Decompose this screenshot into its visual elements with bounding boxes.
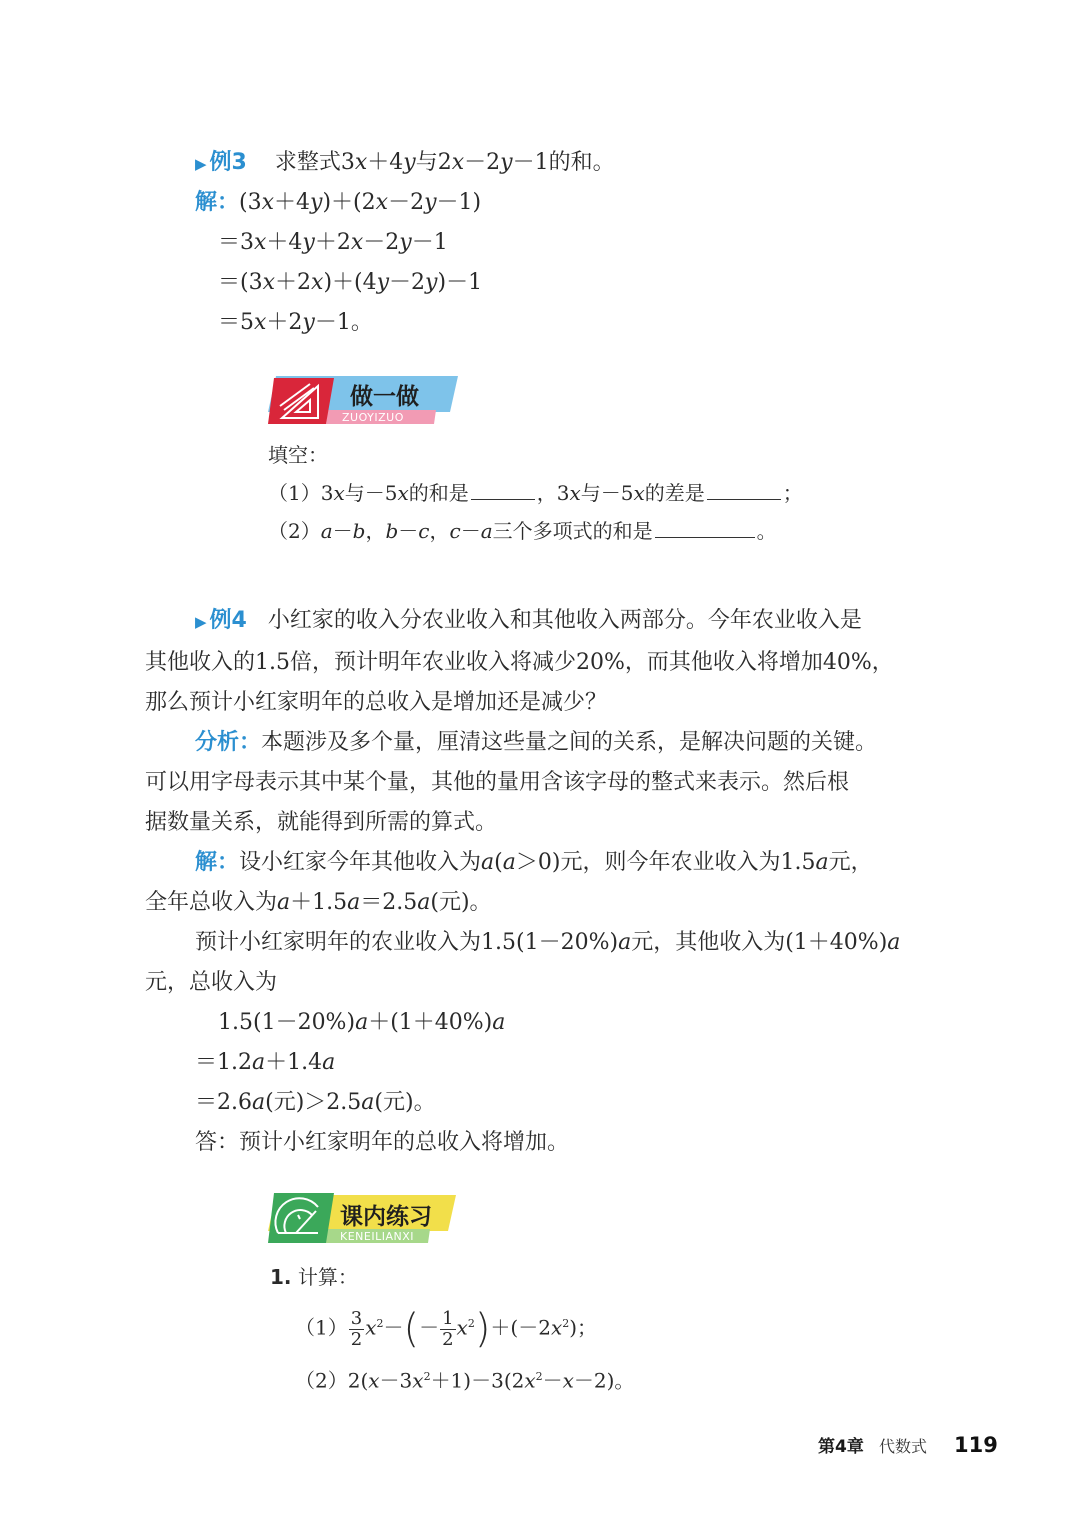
page-number: 119	[954, 1433, 998, 1457]
analysis-line2: 可以用字母表示其中某个量，其他的量用含该字母的整式来表示。然后根	[145, 770, 850, 795]
example4-line3: 那么预计小红家明年的总收入是增加还是减少？	[145, 690, 608, 715]
example4-calc-line3: ＝2.6a(元)＞2.5a(元)。	[195, 1090, 436, 1115]
practice-banner	[268, 1193, 458, 1245]
triangle-pointer-icon: ▶	[195, 613, 207, 631]
footer	[818, 1432, 998, 1457]
triangle-pointer-icon: ▶	[195, 155, 207, 173]
answer-blank[interactable]	[471, 479, 535, 500]
analysis-line1: 分析：本题涉及多个量，厘清这些量之间的关系，是解决问题的关键。	[195, 730, 878, 755]
practice-item-1: 1. 计算：	[270, 1265, 358, 1289]
example4-solution-line1: 解：设小红家今年其他收入为a(a＞0)元，则今年农业收入为1.5a元，	[195, 850, 873, 875]
example4-label: ▶ 例4	[195, 608, 247, 633]
example4-solution-line2: 全年总收入为a＋1.5a＝2.5a(元)。	[145, 890, 492, 915]
analysis-line3: 据数量关系，就能得到所需的算式。	[145, 810, 498, 835]
practice-subtitle: KENEILIANXI	[340, 1230, 414, 1243]
example3-solution-line2: ＝3x＋4y＋2x－2y－1	[218, 230, 448, 255]
practice-question-2: $(2)2(x-3x^2+1)-3(2x^2-x-2)$。	[295, 1368, 635, 1393]
example3-solution-line1: 解：(3x＋4y)＋(2x－2y－1)	[195, 190, 482, 215]
example4-answer: 答：预计小红家明年的总收入将增加。	[195, 1130, 570, 1155]
answer-blank[interactable]	[655, 517, 755, 538]
example4-solution-line4: 元，总收入为	[145, 970, 278, 995]
example3-solution-line4: ＝5x＋2y－1。	[218, 310, 373, 335]
zuoyizuo-banner	[268, 376, 458, 426]
zuoyizuo-question-2: （2）a－b，b－c，c－a三个多项式的和是 。	[268, 519, 777, 543]
example4-calc-line2: ＝1.2a＋1.4a	[195, 1050, 336, 1075]
zuoyizuo-subtitle: ZUOYIZUO	[342, 411, 404, 424]
practice-title: 课内练习	[340, 1204, 432, 1230]
example3-question: ▶ 例3 求整式3x＋4y与2x－2y－1的和。	[195, 150, 615, 175]
chapter-number: 第4章	[818, 1437, 864, 1457]
zuoyizuo-question-1: （1）3x与－5x的和是 ，3x与－5x的差是 ；	[268, 481, 803, 505]
example4-line2: 其他收入的1.5倍，预计明年农业收入将减少20%，而其他收入将增加40%，	[145, 650, 894, 675]
example4-calc-line1: 1.5(1－20%)a＋(1＋40%)a	[218, 1010, 506, 1035]
example4-line1: ▶ 例4 小红家的收入分农业收入和其他收入两部分。今年农业收入是	[195, 608, 862, 633]
example4-solution-line3: 预计小红家明年的农业收入为1.5(1－20%)a元，其他收入为(1＋40%)a	[195, 930, 901, 955]
zuoyizuo-title: 做一做	[350, 384, 419, 410]
practice-question-1: （1） $\frac{3}{2}$ $x^2-(-$ $\frac{1}{2}$ $x^2)+(-2x^2)$；	[295, 1306, 598, 1353]
example3-solution-line3: ＝(3x＋2x)＋(4y－2y)－1	[218, 270, 483, 295]
chapter-title: 代数式	[878, 1437, 927, 1456]
answer-blank[interactable]	[707, 479, 781, 500]
example3-label: ▶ 例3	[195, 150, 247, 175]
zuoyizuo-prompt: 填空：	[268, 443, 328, 467]
